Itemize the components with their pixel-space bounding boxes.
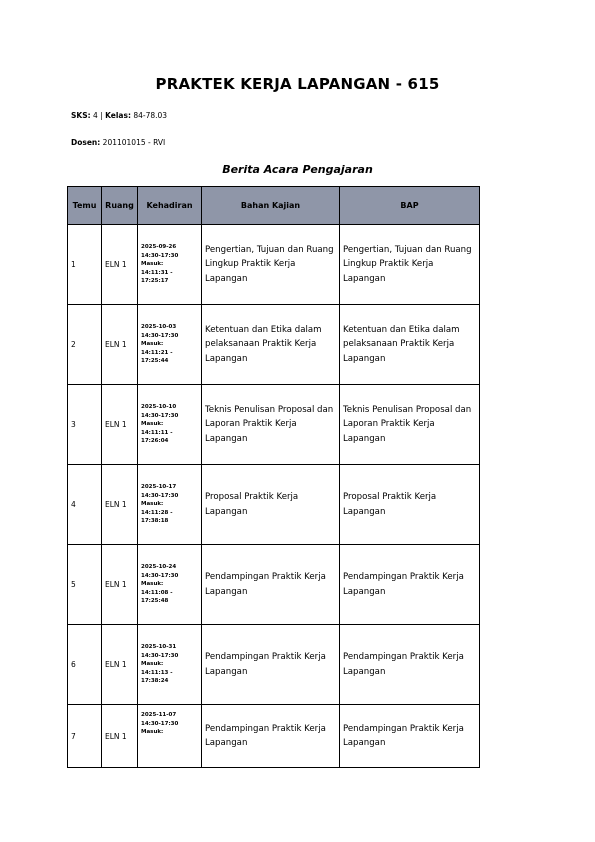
kehadiran-cell bbox=[138, 625, 202, 705]
column-header-bahan-kajian: Bahan Kajian bbox=[202, 187, 340, 225]
bahan-kajian-cell: Teknis Penulisan Proposal dan Laporan Praktik Kerja Lapangan bbox=[202, 385, 340, 465]
kehadiran-line: 17:26:04 bbox=[141, 438, 169, 445]
bap-cell: Pendampingan Praktik Kerja Lapangan bbox=[340, 545, 480, 625]
kehadiran-line: 17:25:48 bbox=[141, 598, 169, 605]
kehadiran-line: 14:30-17:30 bbox=[141, 652, 179, 659]
dosen-label: Dosen: bbox=[71, 138, 101, 147]
kehadiran-line: 2025-10-17 bbox=[141, 484, 177, 491]
column-header-temu: Temu bbox=[68, 187, 102, 225]
temu-cell: 3 bbox=[68, 385, 102, 465]
kehadiran-line: 2025-09-26 bbox=[141, 244, 177, 251]
section-title: Berita Acara Pengajaran bbox=[222, 163, 373, 176]
kehadiran-line: 2025-10-03 bbox=[141, 324, 177, 331]
kehadiran-cell bbox=[138, 385, 202, 465]
ruang-cell: ELN 1 bbox=[102, 545, 138, 625]
ruang-cell: ELN 1 bbox=[102, 705, 138, 768]
bap-cell: Proposal Praktik Kerja Lapangan bbox=[340, 465, 480, 545]
kehadiran-line: Masuk: bbox=[141, 341, 164, 348]
bahan-kajian-cell: Pendampingan Praktik Kerja Lapangan bbox=[202, 705, 340, 768]
temu-cell: 5 bbox=[68, 545, 102, 625]
kehadiran-line: 14:11:11 - bbox=[141, 429, 173, 436]
kehadiran-cell bbox=[138, 705, 202, 768]
table-row bbox=[68, 465, 480, 545]
bap-table bbox=[67, 186, 480, 768]
kehadiran-line: 17:25:17 bbox=[141, 278, 169, 285]
table-row bbox=[68, 705, 480, 768]
bap-cell: Ketentuan dan Etika dalam pelaksanaan Praktik Kerja Lapangan bbox=[340, 305, 480, 385]
kelas-label: Kelas: bbox=[105, 111, 131, 120]
kehadiran-line: 14:30-17:30 bbox=[141, 492, 179, 499]
kehadiran-cell bbox=[138, 305, 202, 385]
kehadiran-line: Masuk: bbox=[141, 421, 164, 428]
column-header-ruang: Ruang bbox=[102, 187, 138, 225]
kelas-value: 84-78.03 bbox=[133, 111, 168, 120]
sks-label: SKS: bbox=[71, 111, 91, 120]
kehadiran-line: 2025-10-10 bbox=[141, 404, 177, 411]
kehadiran-line: Masuk: bbox=[141, 501, 164, 508]
dosen-value: 201101015 - RVI bbox=[102, 138, 166, 147]
course-info bbox=[71, 111, 167, 120]
temu-cell: 4 bbox=[68, 465, 102, 545]
kehadiran-line: 14:30-17:30 bbox=[141, 720, 179, 727]
kehadiran-line: 14:11:21 - bbox=[141, 349, 173, 356]
table-row bbox=[68, 305, 480, 385]
table-header-row bbox=[68, 187, 480, 225]
bap-cell: Pendampingan Praktik Kerja Lapangan bbox=[340, 625, 480, 705]
kehadiran-line: 17:38:18 bbox=[141, 518, 169, 525]
column-header-kehadiran: Kehadiran bbox=[138, 187, 202, 225]
bahan-kajian-cell: Pengertian, Tujuan dan Ruang Lingkup Praktik Kerja Lapangan bbox=[202, 225, 340, 305]
kehadiran-line: Masuk: bbox=[141, 661, 164, 668]
table-row bbox=[68, 545, 480, 625]
kehadiran-line: 14:11:31 - bbox=[141, 269, 173, 276]
temu-cell: 1 bbox=[68, 225, 102, 305]
ruang-cell: ELN 1 bbox=[102, 305, 138, 385]
ruang-cell: ELN 1 bbox=[102, 385, 138, 465]
table-row bbox=[68, 385, 480, 465]
bap-cell: Pendampingan Praktik Kerja Lapangan bbox=[340, 705, 480, 768]
kehadiran-line: 14:30-17:30 bbox=[141, 332, 179, 339]
bap-cell: Pengertian, Tujuan dan Ruang Lingkup Praktik Kerja Lapangan bbox=[340, 225, 480, 305]
kehadiran-cell bbox=[138, 545, 202, 625]
kehadiran-line: 17:38:24 bbox=[141, 678, 169, 685]
column-header-bap: BAP bbox=[340, 187, 480, 225]
temu-cell: 6 bbox=[68, 625, 102, 705]
sks-value: 4 | bbox=[93, 111, 103, 120]
kehadiran-line: 14:30-17:30 bbox=[141, 572, 179, 579]
table-row bbox=[68, 225, 480, 305]
bap-cell: Teknis Penulisan Proposal dan Laporan Praktik Kerja Lapangan bbox=[340, 385, 480, 465]
lecturer-info bbox=[71, 138, 165, 147]
bahan-kajian-cell: Pendampingan Praktik Kerja Lapangan bbox=[202, 625, 340, 705]
page-title: PRAKTEK KERJA LAPANGAN - 615 bbox=[155, 75, 440, 93]
kehadiran-line: 14:30-17:30 bbox=[141, 412, 179, 419]
table-row bbox=[68, 625, 480, 705]
kehadiran-line: 2025-11-07 bbox=[141, 712, 177, 718]
kehadiran-line: 14:11:08 - bbox=[141, 589, 173, 596]
kehadiran-line: 2025-10-31 bbox=[141, 644, 177, 651]
kehadiran-line: 14:11:28 - bbox=[141, 509, 173, 516]
bahan-kajian-cell: Pendampingan Praktik Kerja Lapangan bbox=[202, 545, 340, 625]
temu-cell: 7 bbox=[68, 705, 102, 768]
ruang-cell: ELN 1 bbox=[102, 625, 138, 705]
ruang-cell: ELN 1 bbox=[102, 465, 138, 545]
kehadiran-line: 17:25:44 bbox=[141, 358, 169, 365]
kehadiran-cell bbox=[138, 225, 202, 305]
kehadiran-line: Masuk: bbox=[141, 581, 164, 588]
kehadiran-line: Masuk: bbox=[141, 261, 164, 268]
temu-cell: 2 bbox=[68, 305, 102, 385]
kehadiran-line: Masuk: bbox=[141, 729, 164, 736]
ruang-cell: ELN 1 bbox=[102, 225, 138, 305]
kehadiran-line: 2025-10-24 bbox=[141, 564, 177, 571]
kehadiran-line: 14:11:13 - bbox=[141, 669, 173, 676]
bahan-kajian-cell: Proposal Praktik Kerja Lapangan bbox=[202, 465, 340, 545]
kehadiran-line: 14:30-17:30 bbox=[141, 252, 179, 259]
bahan-kajian-cell: Ketentuan dan Etika dalam pelaksanaan Praktik Kerja Lapangan bbox=[202, 305, 340, 385]
kehadiran-cell bbox=[138, 465, 202, 545]
